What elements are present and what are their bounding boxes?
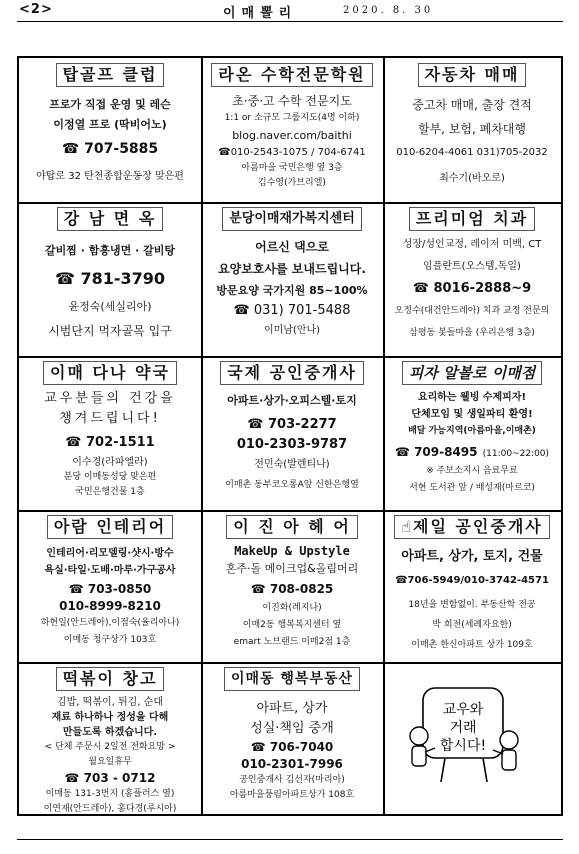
ad-line: 이진화(레지나) [262, 603, 322, 613]
sign-text: 교우와 [442, 702, 484, 718]
hand-icon: ☝ [401, 517, 413, 536]
ad-line: 전민숙(발렌티나) [254, 459, 330, 470]
ad-line: 1:1 or 소규모 그룹지도(4명 이하) [224, 113, 360, 123]
ad-title [394, 515, 550, 539]
page-date: 2020. 8. 30 [343, 5, 434, 16]
ad-line: 아름마을 국민은행 옆 3층 [241, 163, 343, 173]
ad-line: 갈비찜 · 함흥냉면 · 갈비탕 [45, 244, 175, 257]
ad-line: 삼평동 봇들마을 (우리은행 3층) [409, 328, 535, 338]
sign-text: 합시다! [439, 738, 487, 754]
ad-pizza-alvolo [383, 356, 561, 510]
ad-title: 라온 수학전문학원 [211, 63, 372, 87]
ad-line: 시범단지 먹자골목 입구 [48, 324, 172, 338]
ad-line: 챙겨드립니다! [59, 411, 161, 426]
ad-line: 초·중·고 수학 전문지도 [232, 94, 352, 108]
sign-text: 거래 [449, 720, 477, 736]
ad-line: 혼주·돌 메이크업&올림머리 [225, 562, 359, 575]
ad-phone: ☎ 703-2277 [247, 417, 337, 432]
ad-aram-interior [19, 510, 201, 662]
ad-phone: ☎010-2543-1075 / 704-6741 [218, 147, 366, 158]
ad-phone: ☎ 703 - 0712 [64, 771, 156, 785]
ad-title: 분당이매재가복지센터 [222, 207, 362, 231]
ad-title: 이매동 행복부동산 [224, 667, 360, 691]
ad-intl-realty [201, 356, 383, 510]
ad-line: 아파트·상가·오피스텔·토지 [227, 394, 357, 407]
ad-line: 박 희전(세례자요한) [432, 620, 512, 630]
ad-title: 떡볶이 창고 [56, 667, 165, 691]
ad-line: 18년을 변함없이. 부동산학 전공 [408, 600, 536, 610]
ad-title: 프리미엄 치과 [409, 207, 535, 231]
ad-title: 이 진 아 헤 어 [226, 515, 358, 539]
ad-line: 이매촌 한신아파트 상가 109호 [411, 640, 533, 650]
page-title: 이매뽈리 [223, 6, 298, 21]
ad-phone: ☎ 707-5885 [61, 141, 159, 157]
ad-line: 아파트, 상가 [256, 701, 328, 716]
ad-line: 성장/성인교정, 레이저 미백, CT [402, 239, 542, 250]
ad-phone: 010-6204-4061 031)705-2032 [396, 147, 548, 158]
ad-line: 야탑로 32 탄천종합운동장 맞은편 [36, 171, 184, 182]
ad-line: 욕실·타일·도배·마루·가구공사 [44, 565, 176, 576]
ad-line: 공인중개사 김선자(마리아) [239, 775, 345, 785]
footer-rule [17, 839, 563, 840]
ad-line: 할부, 보험, 폐차대행 [418, 122, 526, 136]
ad-line: 인테리어·리모델링·샷시·방수 [46, 548, 174, 559]
ad-phone: ☎ 781-3790 [54, 269, 166, 288]
ad-line: 교우분들의 건강을 [44, 391, 176, 406]
ad-line: 월요일휴무 [88, 757, 132, 767]
ad-line: ※ 주보소지시 음료무료 [426, 466, 518, 476]
ad-welfare-center [201, 202, 383, 356]
ad-phone: ☎ 8016-2888~9 [412, 281, 532, 296]
ad-line: 국민은행건물 1층 [75, 487, 145, 497]
ad-line: 이매촌 동부코오롱A앞 신한은행옆 [225, 480, 359, 490]
ad-raon-math [201, 58, 383, 202]
ad-phone: 010-2301-7996 [241, 757, 343, 771]
ad-line: 어르신 댁으로 [255, 240, 329, 254]
ad-car-dealer [383, 58, 561, 202]
ad-line: 분당 이매동성당 맞은편 [63, 472, 157, 482]
ad-title: 이매 다나 약국 [43, 361, 177, 385]
ad-grid [17, 56, 563, 816]
ad-line: 배달 가능지역(아름마을,이매촌) [408, 426, 536, 436]
ad-tteokbokki [19, 662, 201, 814]
ad-ijina-hair [201, 510, 383, 662]
ad-line: emart 노브랜드 이매2점 1층 [233, 637, 351, 647]
page-number: <2> [19, 2, 53, 17]
ad-phone: ☎ 709-8495 [394, 445, 478, 459]
ad-line: 방문요양 국가지원 85~100% [216, 284, 368, 297]
ad-haengbok-realty [201, 662, 383, 814]
ad-title: 국제 공인중개사 [220, 361, 364, 385]
ad-phone: 010-8999-8210 [59, 599, 161, 613]
ad-line: 이미남(안나) [263, 325, 321, 336]
page-header [17, 2, 563, 20]
ad-phone: 010-2303-9787 [236, 437, 348, 452]
ad-line: 중고차 매매, 출장 견적 [412, 98, 532, 112]
ad-line: MakeUp & Upstyle [234, 544, 350, 558]
ad-title-text: 제일 공인중개사 [412, 517, 543, 536]
ad-line: 임플란트(오스템,독일) [423, 261, 521, 272]
ad-line: 윤정숙(세실리아) [68, 300, 152, 313]
ad-jeil-realty [383, 510, 561, 662]
ad-line: 최수기(바오로) [439, 173, 505, 184]
ad-premium-dental [383, 202, 561, 356]
ad-phone: ☎ 706-7040 [250, 740, 334, 754]
ad-line: 성실·책임 중개 [250, 721, 334, 736]
ad-line: 이정열 프로 (딱비어노) [53, 118, 167, 131]
sign-illustration [405, 678, 523, 788]
ad-gangnam-myeonok [19, 202, 201, 356]
ad-phone: ☎ 031) 701-5488 [233, 303, 351, 318]
ad-line: 이매2동 행복복지센터 옆 [242, 620, 342, 630]
ad-line: 서현 도서관 앞 / 배성재(마르코) [409, 483, 535, 493]
ad-phone: ☎ 708-0825 [250, 582, 334, 596]
ad-phone: ☎ 702-1511 [65, 435, 155, 450]
ad-line: 아름마을풍림아파트상가 108호 [229, 790, 355, 800]
ad-line: 프로가 직접 운영 및 레슨 [49, 98, 171, 111]
ad-line: < 단체 주문시 2일전 전화요망 > [44, 742, 176, 752]
ad-line: 이매동 131-3번지 (홍플러스 옆) [45, 789, 175, 799]
ad-line: 오정수(대건안드레아) 치과 교정 전문의 [394, 306, 550, 316]
ad-phone: ☎706-5949/010-3742-4571 [395, 575, 549, 586]
ad-line: 요리하는 웰빙 수제피자! [417, 392, 527, 403]
ad-line: blog.naver.com/baithi [232, 129, 352, 142]
ad-line: 재료 하나하나 정성을 다해 [51, 712, 169, 723]
ad-title: 아람 인테리어 [47, 515, 173, 539]
ad-line: 요양보호사를 보내드립니다. [218, 262, 366, 276]
ad-hours: (11:00~22:00) [482, 449, 550, 459]
header-rule [17, 21, 563, 22]
promo-sign-cell [383, 662, 561, 814]
ad-line: 이연재(안드레아), 홍다경(루시아) [43, 804, 177, 814]
ad-phone: ☎ 703-0850 [68, 582, 152, 596]
ad-line: 김밥, 떡볶이, 튀김, 순대 [56, 697, 163, 708]
ad-line: 아파트, 상가, 토지, 건물 [401, 549, 543, 564]
ad-title: 피자 알볼로 이매점 [402, 361, 542, 385]
ad-title: 자동차 매매 [418, 63, 527, 87]
ad-topgolf [19, 58, 201, 202]
ad-line: 만들도록 하겠습니다. [62, 727, 158, 738]
ad-title: 탑골프 클럽 [56, 63, 165, 87]
ad-line: 김수영(가브리엘) [258, 178, 326, 188]
ad-dana-pharmacy [19, 356, 201, 510]
ad-title: 강 남 면 옥 [57, 207, 164, 231]
ad-line: 단체모임 및 생일파티 환영! [411, 409, 533, 420]
ad-line: 하현일(안드레아),이점숙(율리아나) [40, 618, 180, 628]
ad-line: 이매동 청구상가 103호 [63, 635, 157, 645]
ad-line: 이수경(라파엘라) [72, 457, 148, 468]
